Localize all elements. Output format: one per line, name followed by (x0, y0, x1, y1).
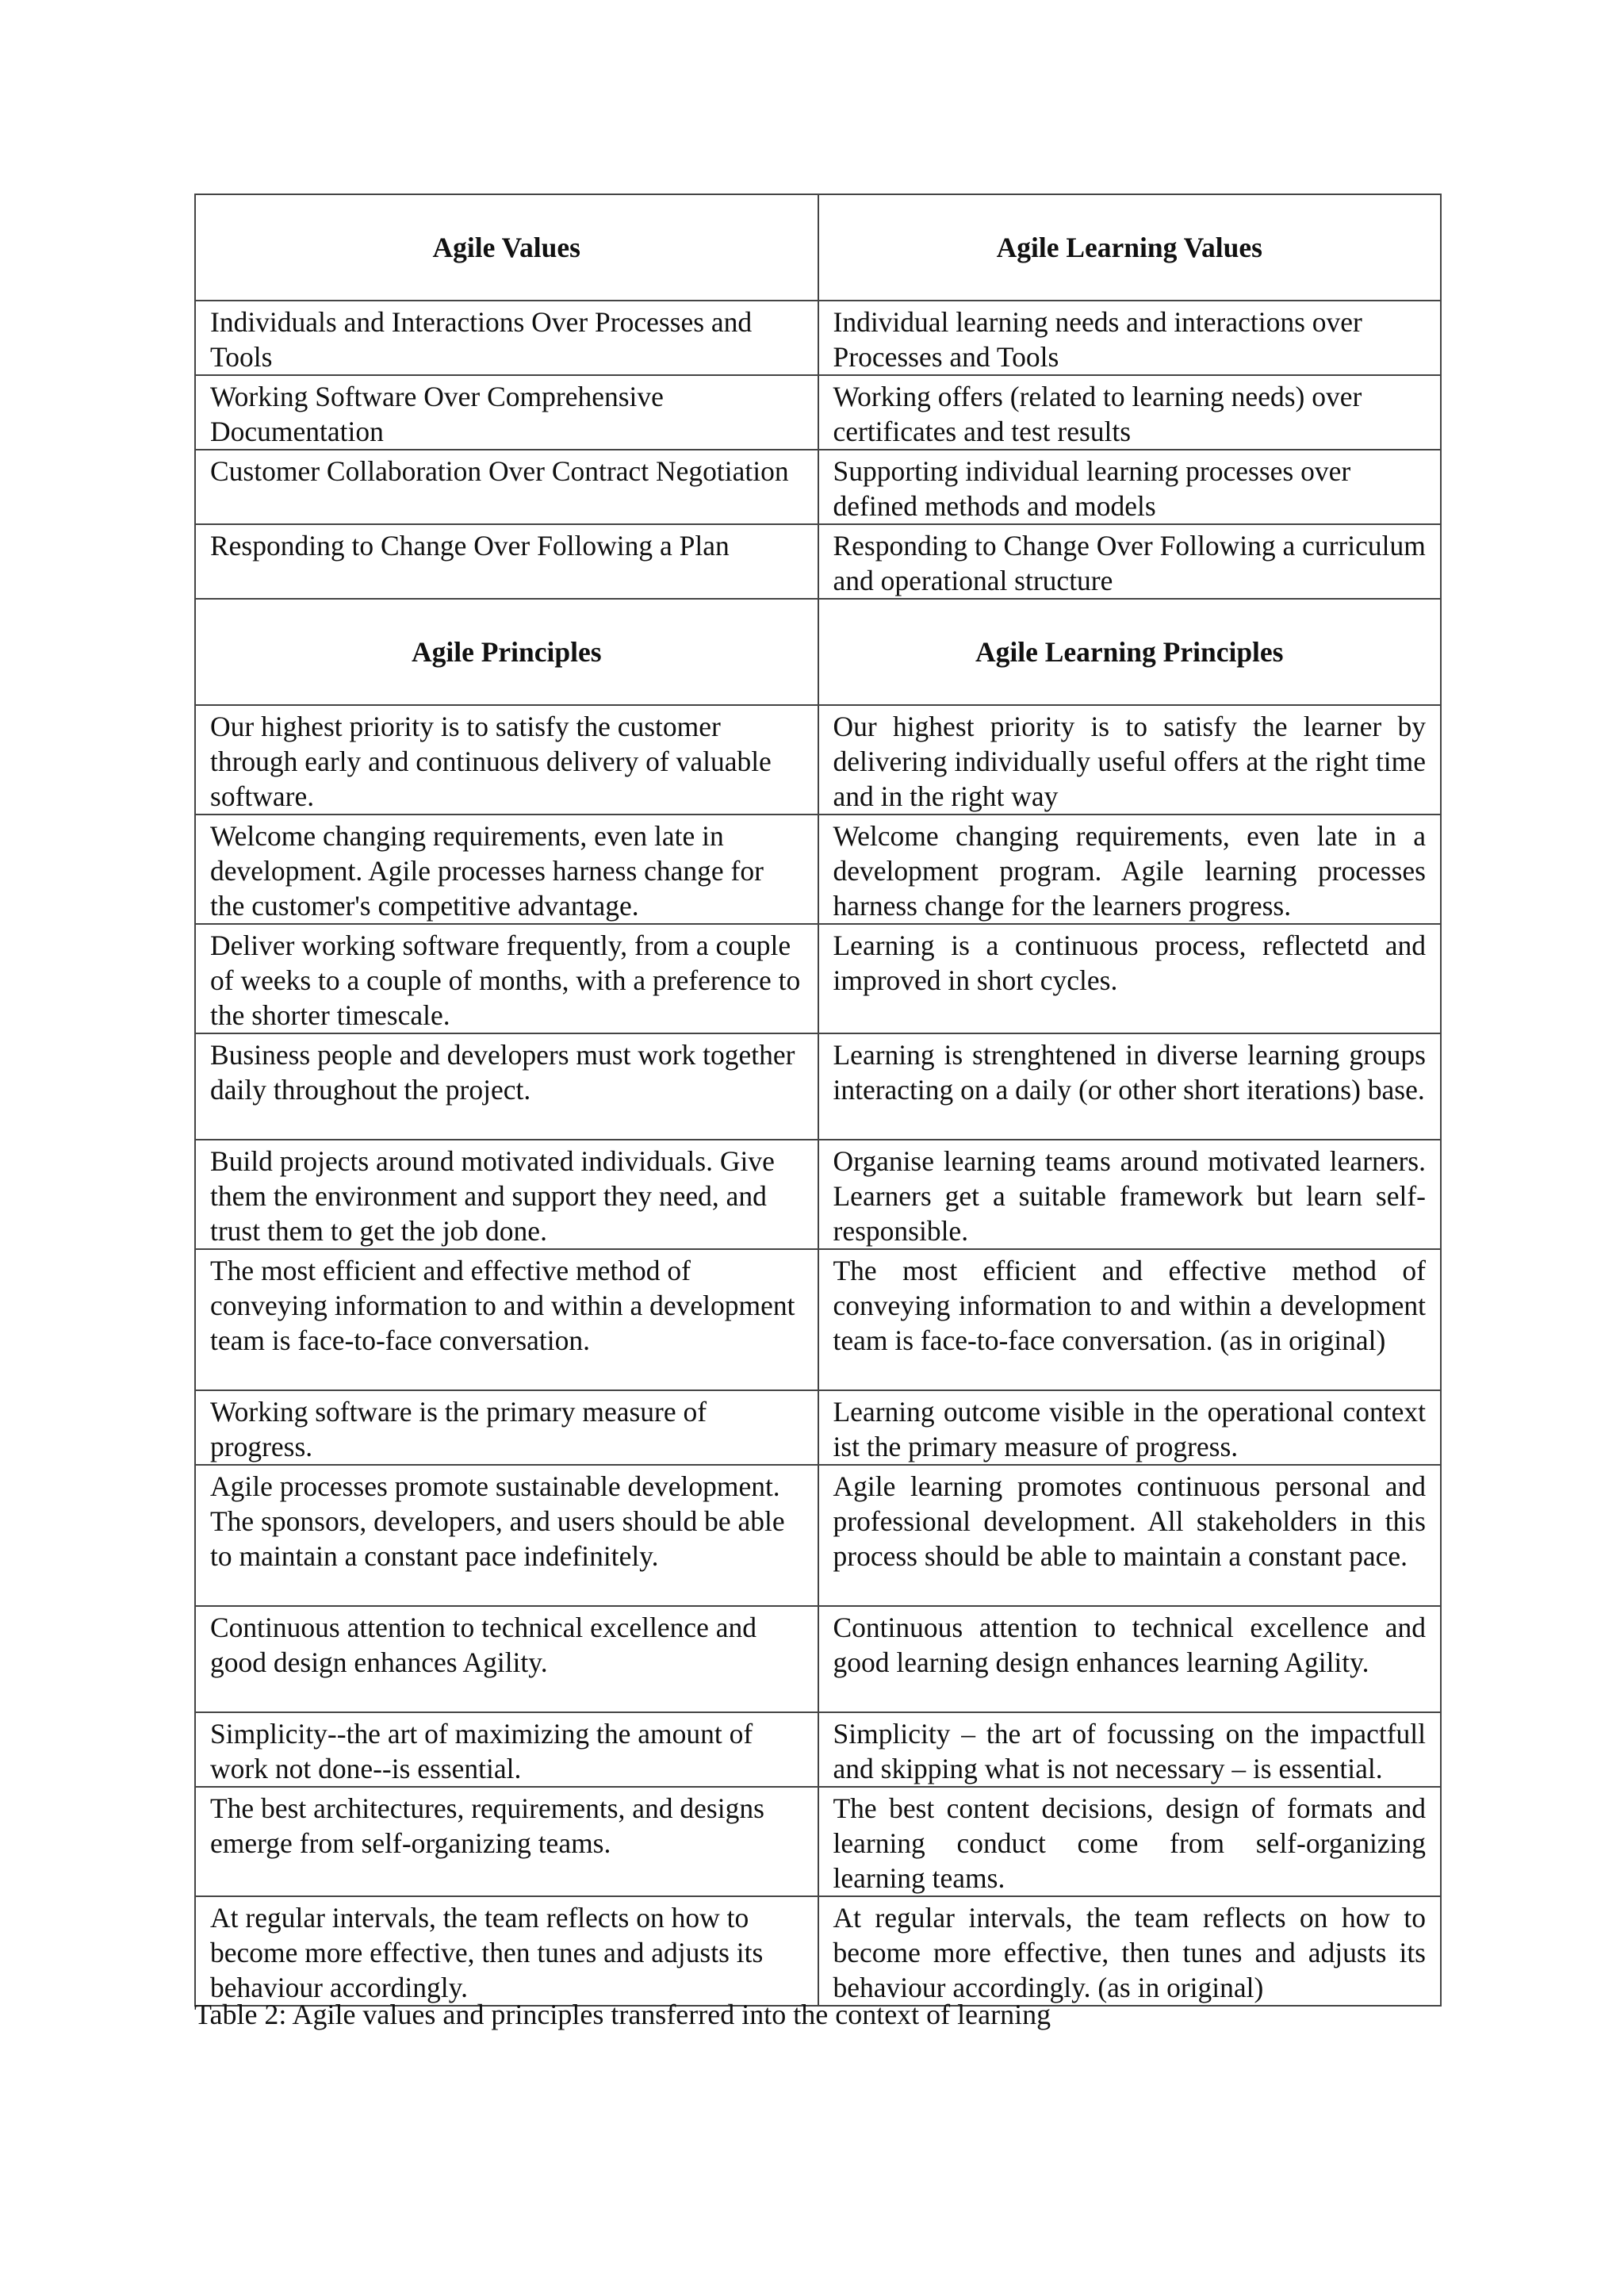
learning-value-cell: Individual learning needs and interactions over Processes and Tools (818, 301, 1442, 375)
values-section (195, 194, 1441, 599)
table-row (195, 524, 1441, 599)
table-row (195, 815, 1441, 924)
learning-value-cell: Working offers (related to learning needs) over certificates and test results (818, 375, 1442, 450)
table-row (195, 1606, 1441, 1712)
agile-principle-cell: The best architectures, requirements, and designs emerge from self-organizing teams. (195, 1787, 818, 1896)
learning-principle-cell: Learning outcome visible in the operational context ist the primary measure of progress. (818, 1390, 1442, 1465)
principles-section (195, 599, 1441, 2006)
agile-principle-cell: The most efficient and effective method of conveying information to and within a development team is face-to-face conversation. (195, 1249, 818, 1390)
agile-principles-header: Agile Principles (195, 599, 818, 705)
table-row (195, 705, 1441, 815)
learning-principle-cell: At regular intervals, the team reflects on how to become more effective, then tunes and adjusts its behaviour accordingly. (as in original) (818, 1896, 1442, 2006)
table-row (195, 450, 1441, 524)
table-row (195, 1140, 1441, 1249)
agile-comparison-table (194, 194, 1442, 2007)
agile-principle-cell: Build projects around motivated individuals. Give them the environment and support they need, and trust them to get the job done. (195, 1140, 818, 1249)
principles-header-row (195, 599, 1441, 705)
table-row (195, 1033, 1441, 1140)
agile-value-cell: Individuals and Interactions Over Processes and Tools (195, 301, 818, 375)
learning-value-cell: Supporting individual learning processes over defined methods and models (818, 450, 1442, 524)
agile-principle-cell: Business people and developers must work together daily throughout the project. (195, 1033, 818, 1140)
learning-principle-cell: Simplicity – the art of focussing on the impactfull and skipping what is not necessary – is essential. (818, 1712, 1442, 1787)
table-row (195, 301, 1441, 375)
table-row (195, 375, 1441, 450)
learning-principle-cell: Agile learning promotes continuous personal and professional development. All stakeholders in this process should be able to maintain a constant pace. (818, 1465, 1442, 1606)
values-header-row (195, 194, 1441, 301)
agile-value-cell: Working Software Over Comprehensive Documentation (195, 375, 818, 450)
table-row (195, 1390, 1441, 1465)
agile-value-cell: Responding to Change Over Following a Plan (195, 524, 818, 599)
learning-principle-cell: Our highest priority is to satisfy the learner by delivering individually useful offers at the right time and in the right way (818, 705, 1442, 815)
agile-values-header: Agile Values (195, 194, 818, 301)
agile-learning-principles-header: Agile Learning Principles (818, 599, 1442, 705)
learning-principle-cell: The most efficient and effective method of conveying information to and within a development team is face-to-face conversation. (as in original) (818, 1249, 1442, 1390)
agile-principle-cell: At regular intervals, the team reflects on how to become more effective, then tunes and adjusts its behaviour accordingly. (195, 1896, 818, 2006)
learning-principle-cell: Organise learning teams around motivated learners. Learners get a suitable framework but learn self-responsible. (818, 1140, 1442, 1249)
learning-principle-cell: Learning is strenghtened in diverse learning groups interacting on a daily (or other short iterations) base. (818, 1033, 1442, 1140)
learning-value-cell: Responding to Change Over Following a curriculum and operational structure (818, 524, 1442, 599)
learning-principle-cell: Learning is a continuous process, reflectetd and improved in short cycles. (818, 924, 1442, 1033)
agile-principle-cell: Working software is the primary measure of progress. (195, 1390, 818, 1465)
agile-value-cell: Customer Collaboration Over Contract Negotiation (195, 450, 818, 524)
table-caption: Table 2: Agile values and principles transferred into the context of learning (194, 1999, 1051, 2030)
learning-principle-cell: Continuous attention to technical excellence and good learning design enhances learning Agility. (818, 1606, 1442, 1712)
table-row (195, 924, 1441, 1033)
table-row (195, 1249, 1441, 1390)
agile-principle-cell: Simplicity--the art of maximizing the amount of work not done--is essential. (195, 1712, 818, 1787)
agile-principle-cell: Agile processes promote sustainable development. The sponsors, developers, and users should be able to maintain a constant pace indefinitely. (195, 1465, 818, 1606)
agile-principle-cell: Our highest priority is to satisfy the customer through early and continuous delivery of valuable software. (195, 705, 818, 815)
agile-principle-cell: Deliver working software frequently, from a couple of weeks to a couple of months, with a preference to the shorter timescale. (195, 924, 818, 1033)
learning-principle-cell: The best content decisions, design of formats and learning conduct come from self-organizing learning teams. (818, 1787, 1442, 1896)
table-row (195, 1712, 1441, 1787)
table-row (195, 1896, 1441, 2006)
learning-principle-cell: Welcome changing requirements, even late in a development program. Agile learning processes harness change for the learners progress. (818, 815, 1442, 924)
agile-learning-values-header: Agile Learning Values (818, 194, 1442, 301)
agile-principle-cell: Continuous attention to technical excellence and good design enhances Agility. (195, 1606, 818, 1712)
table-row (195, 1465, 1441, 1606)
table-row (195, 1787, 1441, 1896)
agile-principle-cell: Welcome changing requirements, even late in development. Agile processes harness change for the customer's competitive advantage. (195, 815, 818, 924)
